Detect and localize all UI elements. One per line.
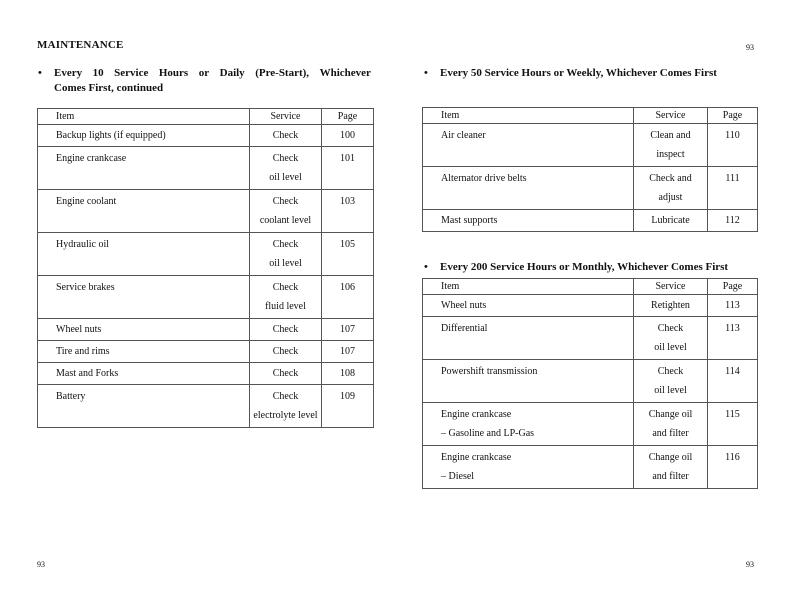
page-cell: 109	[322, 385, 374, 428]
service-cell	[634, 210, 708, 232]
table-row	[38, 190, 374, 233]
table-row	[38, 125, 374, 147]
page-cell: 101	[322, 147, 374, 190]
service-cell-line: Clean and	[650, 130, 691, 141]
service-cell	[250, 233, 322, 276]
item-cell	[423, 124, 634, 167]
service-cell	[250, 363, 322, 385]
item-cell	[38, 190, 250, 233]
right-section-200-heading: • Every 200 Service Hours or Monthly, Whichever Comes First	[424, 261, 729, 273]
item-cell-line: Wheel nuts	[56, 324, 102, 335]
service-cell	[634, 360, 708, 403]
table-header-row	[423, 108, 758, 124]
service-table-10h	[37, 108, 374, 428]
bullet-icon: •	[424, 67, 428, 79]
column-header-page: Page	[708, 279, 758, 295]
service-table-200h	[422, 278, 758, 489]
item-cell	[38, 147, 250, 190]
item-cell	[423, 210, 634, 232]
item-cell-line: Alternator drive belts	[441, 173, 527, 184]
item-cell	[38, 319, 250, 341]
service-cell	[250, 125, 322, 147]
item-cell-line: Mast and Forks	[56, 368, 119, 379]
item-cell-line: Engine crankcase	[441, 409, 512, 420]
service-cell	[250, 276, 322, 319]
page-number-bottom-right: 93	[746, 560, 754, 569]
service-cell-line: oil level	[654, 342, 687, 353]
column-header-service: Service	[250, 109, 322, 125]
item-cell	[38, 125, 250, 147]
column-header-item: Item	[423, 108, 634, 124]
service-cell-line: Check	[272, 153, 299, 164]
item-cell	[38, 363, 250, 385]
service-cell-line: and filter	[652, 471, 689, 482]
service-cell	[250, 190, 322, 233]
column-header-service: Service	[634, 279, 708, 295]
item-cell	[38, 233, 250, 276]
service-cell-line: adjust	[658, 192, 683, 203]
item-cell-line: Powershift transmission	[441, 366, 538, 377]
page-cell: 113	[708, 317, 758, 360]
item-cell	[423, 446, 634, 489]
column-header-page: Page	[708, 108, 758, 124]
item-cell-line: Wheel nuts	[441, 300, 487, 311]
table-row	[423, 210, 758, 232]
service-cell-line: oil level	[269, 258, 302, 269]
item-cell	[38, 385, 250, 428]
table-row	[423, 403, 758, 446]
page-number-top: 93	[746, 43, 754, 52]
table-header-row	[38, 109, 374, 125]
service-cell-line: Check	[272, 282, 299, 293]
item-cell	[38, 341, 250, 363]
bullet-icon: •	[424, 261, 428, 273]
page-cell: 108	[322, 363, 374, 385]
service-cell-line: Check	[272, 368, 299, 379]
service-cell	[634, 167, 708, 210]
page-cell: 113	[708, 295, 758, 317]
table-row	[38, 233, 374, 276]
service-cell-line: and filter	[652, 428, 689, 439]
service-cell	[250, 341, 322, 363]
page-cell: 106	[322, 276, 374, 319]
service-cell-line: Check	[272, 324, 299, 335]
service-cell-line: Check	[657, 366, 684, 377]
item-cell	[423, 360, 634, 403]
table-row	[423, 446, 758, 489]
right-section-50-heading: • Every 50 Service Hours or Weekly, Whichever Comes First	[424, 67, 717, 79]
page-title: MAINTENANCE	[37, 39, 124, 51]
item-cell-line: Differential	[441, 323, 488, 334]
service-cell-line: Lubricate	[651, 215, 690, 226]
service-cell-line: coolant level	[259, 215, 312, 226]
item-cell	[423, 167, 634, 210]
left-heading-line2: Comes First, continued	[54, 82, 164, 94]
service-cell	[250, 147, 322, 190]
item-cell-line: Tire and rims	[56, 346, 110, 357]
page-cell: 100	[322, 125, 374, 147]
service-cell-line: Check and	[649, 173, 692, 184]
service-cell	[634, 403, 708, 446]
item-cell-line: Engine crankcase	[441, 452, 512, 463]
service-cell	[250, 385, 322, 428]
column-header-page: Page	[322, 109, 374, 125]
table-row	[38, 319, 374, 341]
column-header-item: Item	[38, 109, 250, 125]
item-cell-line: Hydraulic oil	[56, 239, 110, 250]
service-cell-line: fluid level	[265, 301, 306, 312]
item-cell-line: – Gasoline and LP-Gas	[441, 428, 535, 439]
item-cell	[38, 276, 250, 319]
service-cell-line: Check	[657, 323, 684, 334]
service-cell-line: electrolyte level	[253, 410, 318, 421]
item-cell-line: Battery	[56, 391, 86, 402]
service-table-50h	[422, 107, 758, 232]
page-cell: 112	[708, 210, 758, 232]
service-cell-line: Retighten	[651, 300, 690, 311]
service-cell	[250, 319, 322, 341]
table-header-row	[423, 279, 758, 295]
item-cell-line: Mast supports	[441, 215, 498, 226]
item-cell-line: Service brakes	[56, 282, 115, 293]
service-cell-line: Change oil	[648, 452, 693, 463]
table-row	[38, 341, 374, 363]
table-row	[38, 363, 374, 385]
item-cell	[423, 403, 634, 446]
page-cell: 103	[322, 190, 374, 233]
item-cell-line: – Diesel	[441, 471, 475, 482]
left-heading-line1: Every 10 Service Hours or Daily (Pre-Start), Whichever	[54, 67, 371, 79]
page-cell: 107	[322, 319, 374, 341]
service-cell-line: inspect	[656, 149, 685, 160]
service-cell	[634, 446, 708, 489]
table-row	[423, 317, 758, 360]
column-header-item: Item	[423, 279, 634, 295]
service-cell-line: Check	[272, 391, 299, 402]
item-cell	[423, 317, 634, 360]
service-cell	[634, 317, 708, 360]
page-cell: 115	[708, 403, 758, 446]
page-cell: 110	[708, 124, 758, 167]
column-header-service: Service	[634, 108, 708, 124]
table-row	[423, 124, 758, 167]
page-cell: 116	[708, 446, 758, 489]
item-cell-line: Engine coolant	[56, 196, 117, 207]
service-cell	[634, 124, 708, 167]
service-cell-line: Change oil	[648, 409, 693, 420]
item-cell-line: Engine crankcase	[56, 153, 127, 164]
left-section-heading	[38, 66, 371, 96]
table-row	[423, 360, 758, 403]
service-cell-line: Check	[272, 196, 299, 207]
page-cell: 111	[708, 167, 758, 210]
page-cell: 114	[708, 360, 758, 403]
service-cell-line: oil level	[269, 172, 302, 183]
table-row	[423, 295, 758, 317]
bullet-icon: •	[38, 67, 42, 79]
service-cell-line: Check	[272, 130, 299, 141]
table-row	[38, 147, 374, 190]
table-row	[38, 276, 374, 319]
service-cell-line: Check	[272, 239, 299, 250]
service-cell-line: oil level	[654, 385, 687, 396]
item-cell-line: Air cleaner	[441, 130, 486, 141]
item-cell	[423, 295, 634, 317]
item-cell-line: Backup lights (if equipped)	[56, 130, 166, 141]
page-number-bottom-left: 93	[37, 560, 45, 569]
page-cell: 105	[322, 233, 374, 276]
service-cell	[634, 295, 708, 317]
table-row	[423, 167, 758, 210]
page-cell: 107	[322, 341, 374, 363]
service-cell-line: Check	[272, 346, 299, 357]
table-row	[38, 385, 374, 428]
